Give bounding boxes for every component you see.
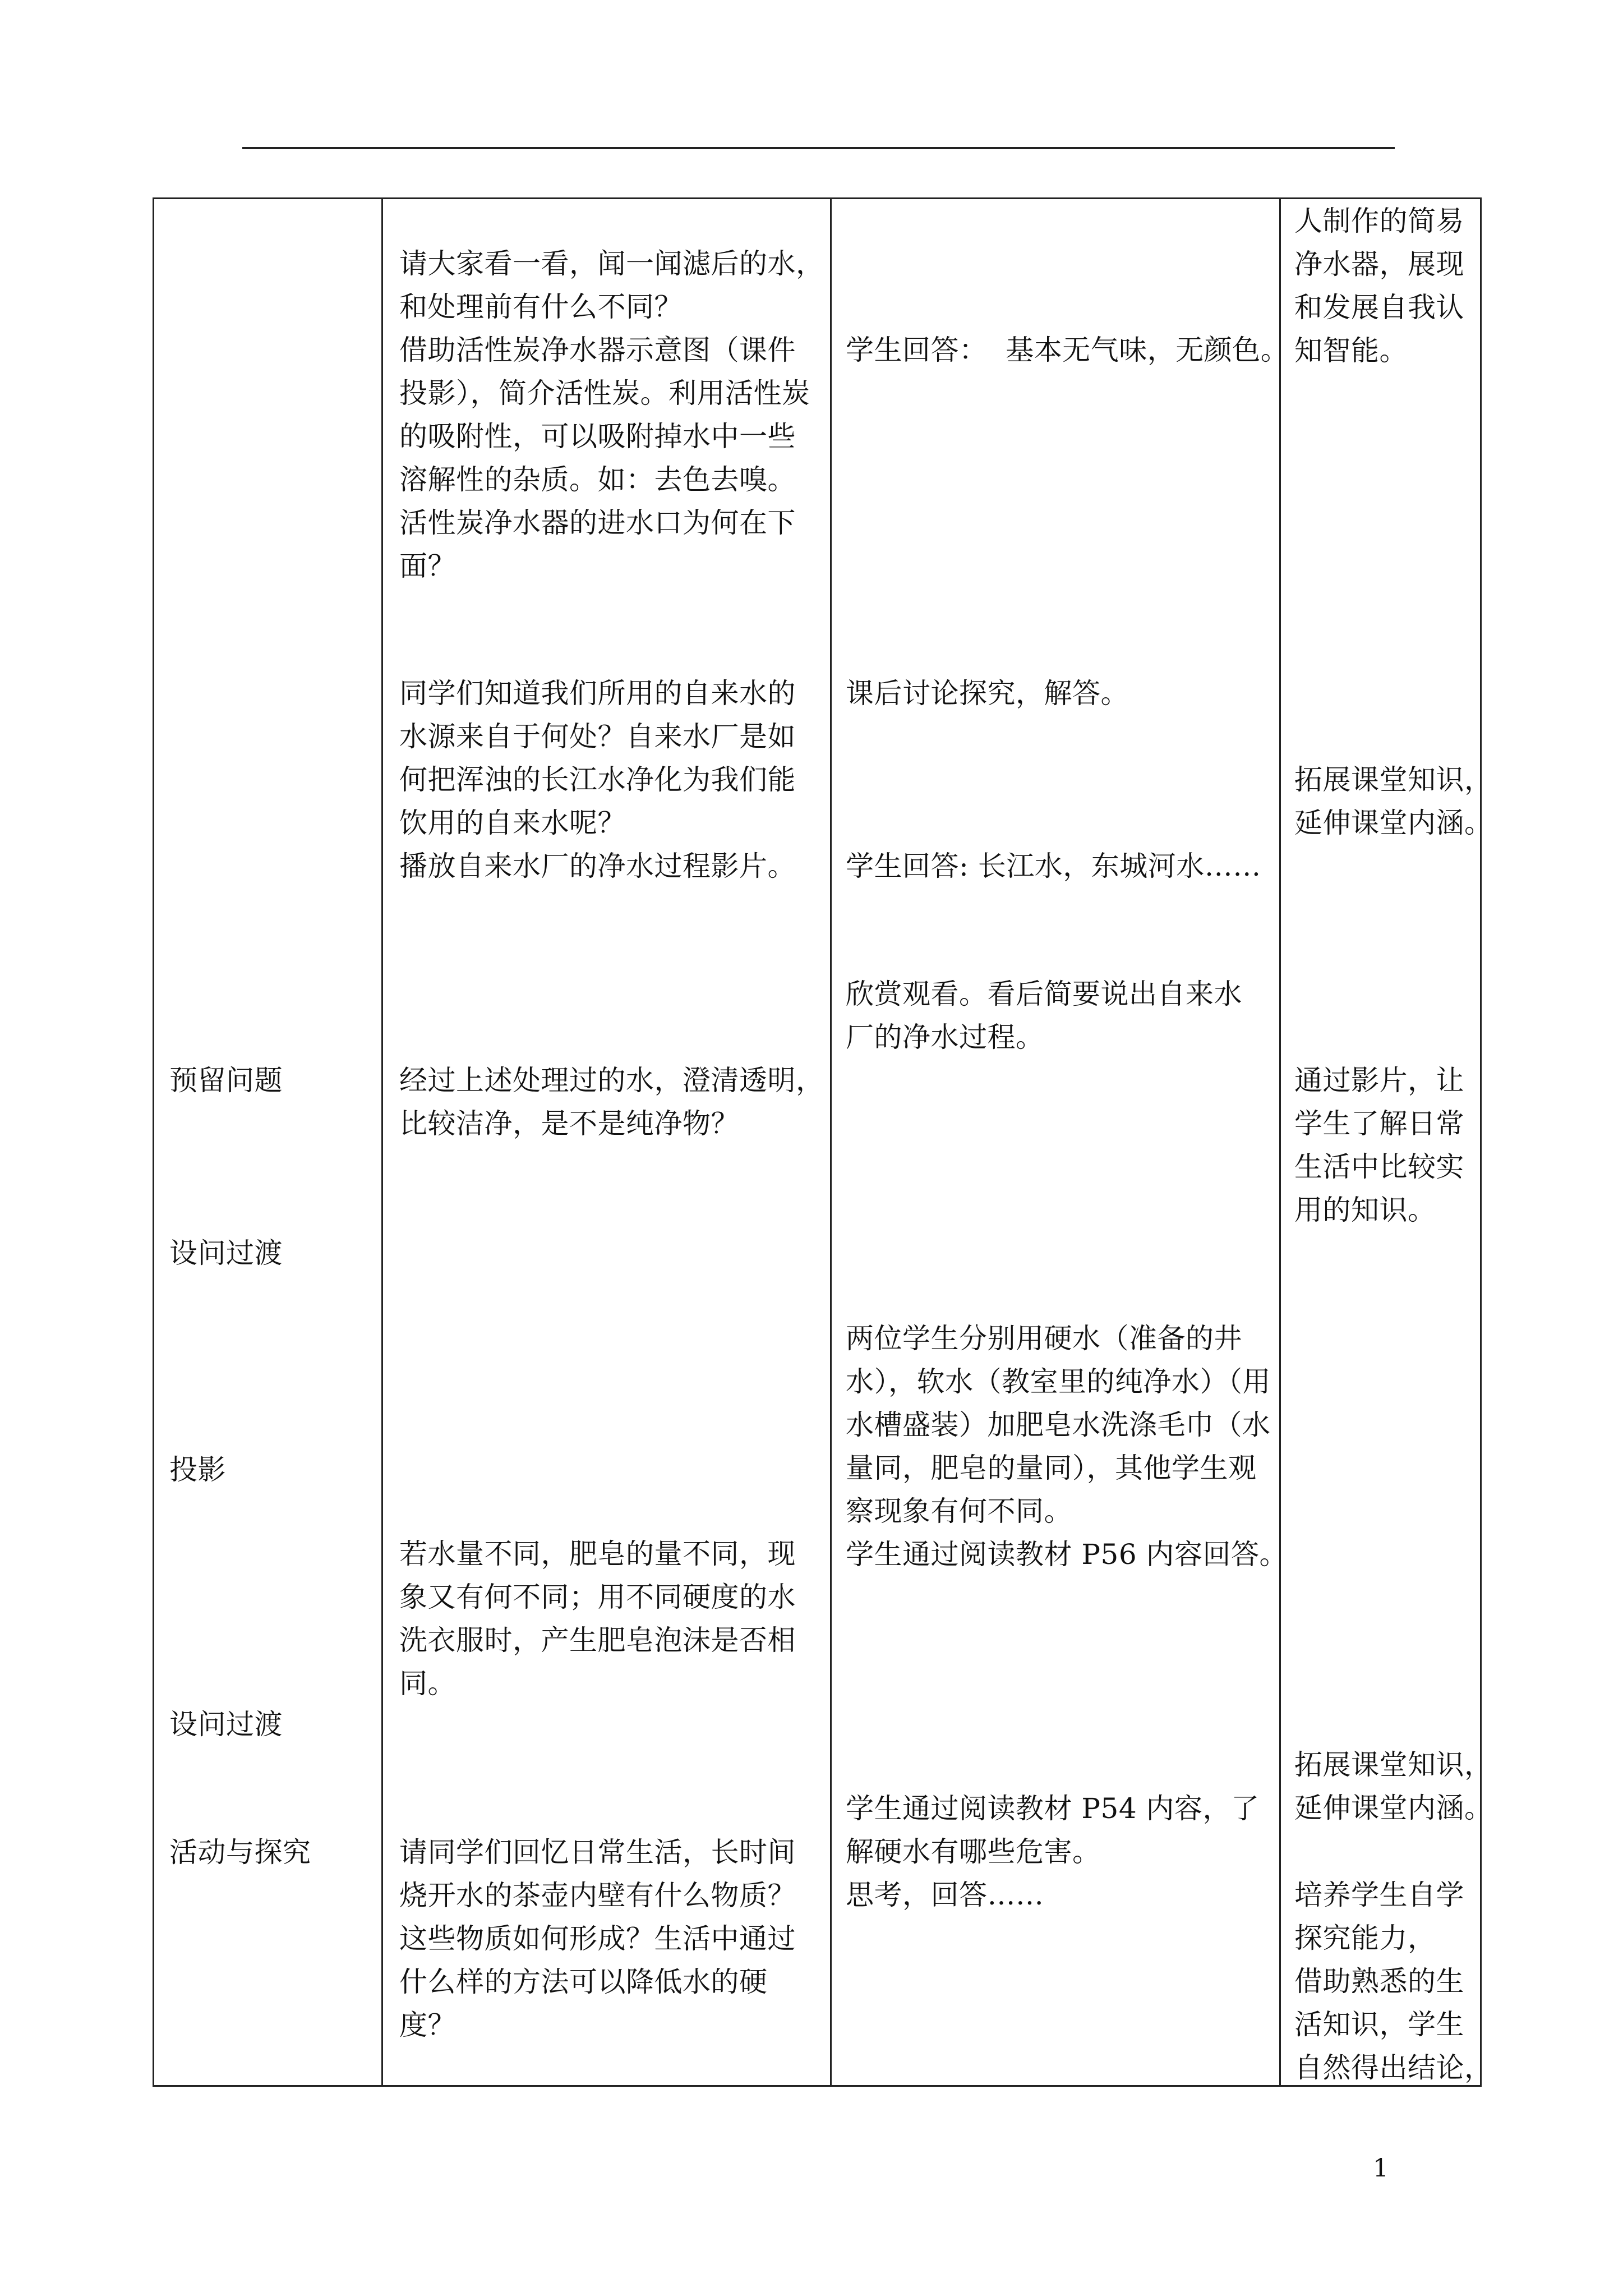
label-activity: 活动与探究 xyxy=(169,1836,311,1869)
column-divider-1 xyxy=(381,197,383,2087)
label-transition: 设问过渡 xyxy=(169,1237,283,1269)
header-rule xyxy=(242,147,1395,149)
student-text-2: 课后讨论探究，解答。 xyxy=(846,677,1129,710)
teacher-text-2: 同学们知道我们所用的自来水的 水源来自于何处？自来水厂是如 何把浑浊的长江水净化为我们能 饮用的自来水呢？ 播放自来水厂的净水过程影片。 xyxy=(399,677,796,882)
student-text-3: 学生回答: 长江水，东城河水…… xyxy=(846,850,1261,882)
intent-text-2: 拓展课堂知识， 延伸课堂内涵。 xyxy=(1294,763,1493,839)
student-text-6: 学生通过阅读教材 P54 内容，了 解硬水有哪些危害。 思考，回答…… xyxy=(846,1792,1260,1911)
teacher-text-4: 若水量不同，肥皂的量不同，现 象又有何不同；用不同硬度的水 洗衣服时，产生肥皂泡沫是否相 同。 xyxy=(399,1538,796,1700)
page-number: 1 xyxy=(1373,2154,1389,2183)
student-text-1: 学生回答： 基本无气味，无颜色。 xyxy=(846,334,1289,366)
teacher-text-5: 请同学们回忆日常生活，长时间 烧开水的茶壶内壁有什么物质？ 这些物质如何形成？生活中通过 什么样的方法可以降低水的硬 度？ xyxy=(399,1836,796,2041)
student-text-5: 两位学生分别用硬水（准备的井 水），软水（教室里的纯净水）（用 水槽盛装）加肥皂水洗涤毛巾（水 量同，肥皂的量同），其他学生观 察现象有何不同。 学生通过阅读教材 P56 内容回答。 xyxy=(846,1322,1288,1571)
column-divider-3 xyxy=(1279,197,1281,2087)
intent-text-4: 拓展课堂知识， 延伸课堂内涵。 xyxy=(1294,1749,1493,1824)
intent-text-1: 人制作的简易 净水器，展现 和发展自我认 知智能。 xyxy=(1294,205,1464,367)
teacher-text-3: 经过上述处理过的水，澄清透明， 比较洁净，是不是纯净物？ xyxy=(399,1064,824,1140)
student-text-4: 欣赏观看。看后简要说出自来水 厂的净水过程。 xyxy=(846,978,1242,1053)
label-projection: 投影 xyxy=(169,1453,226,1486)
intent-text-5: 培养学生自学 探究能力， 借助熟悉的生 活知识，学生 自然得出结论， xyxy=(1294,1879,1493,2084)
column-divider-2 xyxy=(830,197,832,2087)
label-transition-2: 设问过渡 xyxy=(169,1708,283,1741)
teacher-text-1: 请大家看一看，闻一闻滤后的水， 和处理前有什么不同？ 借助活性炭净水器示意图（课件 投影），简介活性炭。利用活性炭 的吸附性，可以吸附掉水中一些 溶解性的杂质。如：去色去嗅。 活性炭净水器的进水口为何在下 面？ xyxy=(399,247,824,582)
label-reserved-question: 预留问题 xyxy=(169,1064,283,1097)
intent-text-3: 通过影片，让 学生了解日常 生活中比较实 用的知识。 xyxy=(1294,1064,1464,1226)
